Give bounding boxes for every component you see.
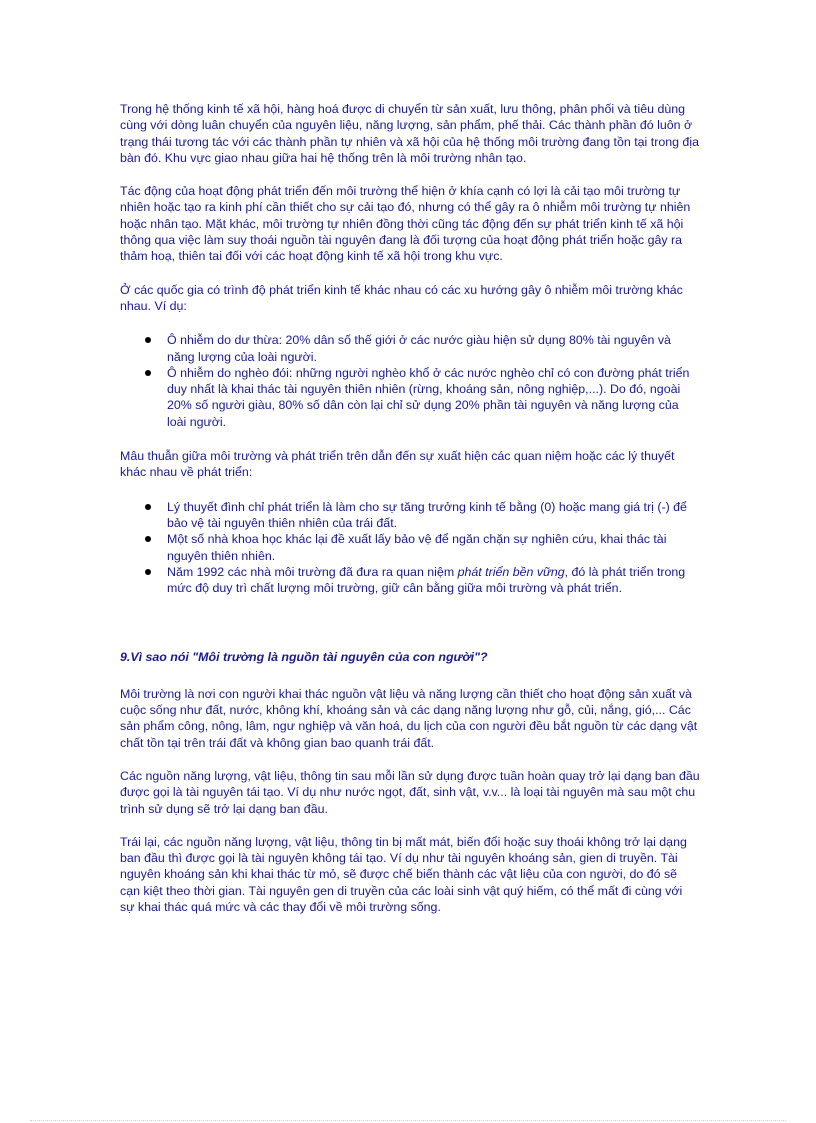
page-bottom-divider [30, 1120, 786, 1121]
paragraph-renewable-resources: Các nguồn năng lượng, vật liệu, thông tin sau mỗi lần sử dụng được tuần hoàn quay trở lại dạng ban đầu được gọi là tài nguyên tái tạo. Ví dụ như nước ngọt, đất, sinh vật, v.v... là loại tài nguyên mà sau một chu trình sử dụng sẽ trở lại dạng ban đầu. [120, 768, 700, 816]
list-item: Lý thuyết đình chỉ phát triển là làm cho sự tăng trưởng kinh tế bằng (0) hoặc mang giá trị (-) để bảo vệ tài nguyên thiên nhiên của trái đất. [120, 499, 700, 532]
section-heading: 9.Vì sao nói "Môi trường là nguồn tài nguyên của con người"? [120, 650, 488, 665]
list-item: Một số nhà khoa học khác lại đề xuất lấy bảo vệ để ngăn chặn sự nghiên cứu, khai thác tài nguyên thiên nhiên. [120, 531, 700, 564]
list-item-text: , đó là phát triển trong mức độ duy trì chất lượng môi trường, giữ cân bằng giữa môi trường và phát triển. [167, 564, 686, 596]
paragraph-resource-source: Môi trường là nơi con người khai thác nguồn vật liệu và năng lượng cần thiết cho hoạt động sản xuất và cuộc sống như đất, nước, không khí, khoáng sản và các dạng năng lượng như gỗ, củi, nắng, gió,... Các sản phẩm công, nông, lâm, ngư nghiệp và văn hoá, du lịch của con người đều bắt nguồn từ các dạng vật chất tồn tại trên trái đất và không gian bao quanh trái đất. [120, 686, 698, 750]
sustainable-development-term: phát triển bền vững [457, 564, 565, 579]
list-item: Ô nhiễm do nghèo đói: những người nghèo khổ ở các nước nghèo chỉ có con đường phát triển duy nhất là khai thác tài nguyên thiên nhiên (rừng, khoáng sản, nông nghiệp,...). Do đó, ngoài 20% số người giàu, 80% số dân còn lại chỉ sử dụng 20% phần tài nguyên và năng lượng của loài người. [120, 365, 700, 430]
paragraph-economic-system: Trong hệ thống kinh tế xã hội, hàng hoá được di chuyển từ sản xuất, lưu thông, phân phối và tiêu dùng cùng với dòng luân chuyển của nguyên liệu, năng lượng, sản phẩm, phế thải. Các thành phần đó luôn ở trạng thái tương tác với các thành phần tự nhiên và xã hội của hệ thống môi trường đang tồn tại trong địa bàn đó. Khu vực giao nhau giữa hai hệ thống trên là môi trường nhân tạo. [120, 102, 699, 165]
pollution-types-list [120, 332, 700, 430]
list-item: Ô nhiễm do dư thừa: 20% dân số thế giới ở các nước giàu hiện sử dụng 80% tài nguyên và năng lượng của loài người. [120, 332, 700, 365]
paragraph-pollution-trends: Ở các quốc gia có trình độ phát triển kinh tế khác nhau có các xu hướng gây ô nhiễm môi trường khác nhau. Ví dụ: [120, 282, 683, 313]
development-theories-list [120, 499, 700, 597]
list-item-text: Năm 1992 các nhà môi trường đã đưa ra quan niệm [167, 564, 458, 579]
paragraph-development-impact: Tác động của hoạt động phát triển đến môi trường thể hiện ở khía cạnh có lợi là cải tạo môi trường tự nhiên hoặc tạo ra kinh phí cần thiết cho sự cải tạo đó, nhưng có thể gây ra ô nhiễm môi trường tự nhiên hoặc nhân tạo. Mặt khác, môi trường tự nhiên đồng thời cũng tác động đến sự phát triển kinh tế xã hội thông qua việc làm suy thoái nguồn tài nguyên đang là đối tượng của hoạt động phát triển hoặc gây ra thảm hoạ, thiên tai đối với các hoạt động kinh tế xã hội trong khu vực. [120, 184, 691, 264]
paragraph-contradiction: Mâu thuẫn giữa môi trường và phát triển trên dẫn đến sự xuất hiện các quan niệm hoặc các lý thuyết khác nhau về phát triển: [120, 449, 675, 480]
list-item [120, 564, 700, 597]
document-page [120, 101, 700, 932]
paragraph-nonrenewable-resources: Trái lại, các nguồn năng lượng, vật liệu, thông tin bị mất mát, biến đổi hoặc suy thoái không trở lại dạng ban đầu thì được gọi là tài nguyên không tái tạo. Ví dụ như tài nguyên khoáng sản, gien di truyền. Tài nguyên khoáng sản khi khai thác từ mỏ, sẽ được chế biến thành các vật liệu của con người, do đó sẽ cạn kiệt theo thời gian. Tài nguyên gen di truyền của các loài sinh vật quý hiếm, có thể mất đi cùng với sự khai thác quá mức và các thay đổi về môi trường sống. [120, 834, 687, 914]
